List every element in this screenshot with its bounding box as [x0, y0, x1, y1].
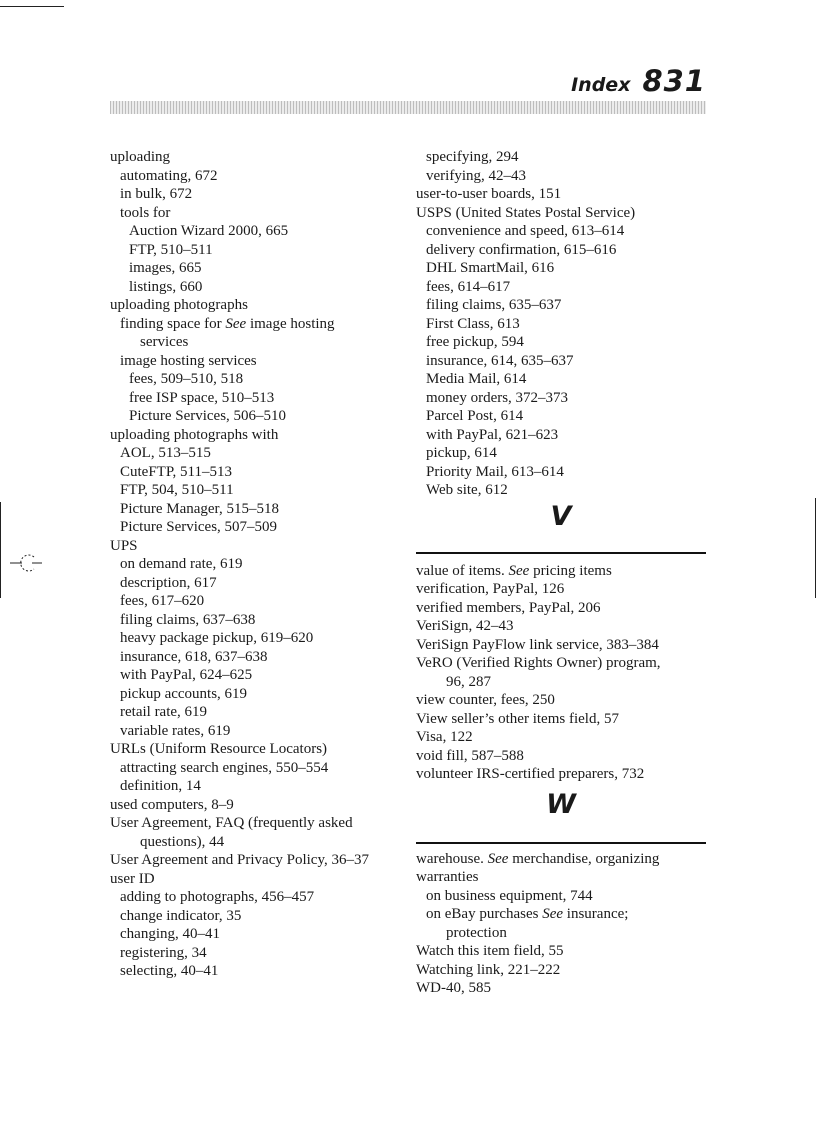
entry-text: variable rates, 619	[120, 722, 231, 739]
left-column	[110, 148, 410, 981]
index-entry	[110, 352, 410, 371]
index-entry	[416, 185, 716, 204]
index-entry	[110, 537, 410, 556]
entry-text: with PayPal, 624–625	[120, 667, 253, 683]
index-entry	[110, 888, 410, 907]
index-entry	[110, 241, 410, 260]
index-entry	[416, 296, 716, 315]
index-entry	[416, 167, 716, 186]
entry-text-after: image hosting	[246, 315, 335, 332]
index-entry	[416, 259, 716, 278]
index-entry	[416, 315, 716, 334]
page-number: 831	[642, 64, 706, 98]
index-entry	[416, 710, 716, 729]
entry-text: value of items.	[416, 562, 509, 579]
index-entry	[110, 814, 410, 833]
entry-text: changing, 40–41	[120, 926, 220, 942]
entry-text: images, 665	[129, 260, 202, 276]
index-entry	[110, 574, 410, 593]
entry-text: fees, 614–617	[426, 278, 511, 295]
index-entry	[416, 241, 716, 260]
index-entry	[416, 426, 716, 445]
entry-text: automating, 672	[120, 167, 218, 184]
entry-text: tools for	[120, 204, 171, 221]
entry-text: insurance, 618, 637–638	[120, 648, 268, 665]
entry-text: uploading	[110, 149, 170, 165]
registration-mark-icon	[4, 548, 44, 578]
index-entry	[416, 481, 716, 500]
index-entry	[416, 728, 716, 747]
entry-text: with PayPal, 621–623	[426, 426, 559, 443]
see-reference: See	[487, 850, 509, 867]
entry-text: AOL, 513–515	[120, 445, 211, 461]
index-entry	[416, 942, 716, 961]
entry-text: questions), 44	[140, 833, 225, 850]
entry-text: heavy package pickup, 619–620	[120, 630, 314, 646]
section-w-entries	[416, 850, 716, 998]
index-entry	[416, 691, 716, 710]
entry-text: USPS (United States Postal Service)	[416, 204, 636, 221]
entry-text: Picture Services, 506–510	[129, 408, 287, 424]
entry-text: UPS	[110, 537, 138, 554]
section-v-heading	[416, 500, 716, 564]
entry-text-after: merchandise, organizing	[508, 850, 660, 867]
index-entry	[110, 426, 410, 445]
crop-mark-left	[0, 502, 1, 598]
index-entry	[416, 599, 716, 618]
index-entry	[416, 979, 716, 998]
entry-text: warehouse.	[416, 850, 488, 867]
index-entry	[110, 167, 410, 186]
entry-text: Media Mail, 614	[426, 371, 527, 387]
index-entry	[416, 905, 716, 924]
entry-text: Picture Manager, 515–518	[120, 500, 279, 517]
entry-text: protection	[446, 924, 507, 941]
entry-text: user-to-user boards, 151	[416, 186, 562, 202]
header-label: Index	[571, 74, 631, 96]
header-band	[110, 101, 706, 114]
index-entry	[110, 685, 410, 704]
entry-text: description, 617	[120, 574, 217, 591]
entry-text: warranties	[416, 869, 479, 885]
index-entry	[416, 747, 716, 766]
entry-text: Auction Wizard 2000, 665	[129, 223, 289, 239]
entry-text: adding to photographs, 456–457	[120, 889, 315, 905]
entry-text: user ID	[110, 870, 155, 887]
entry-text: User Agreement, FAQ (frequently asked	[110, 815, 353, 831]
entry-text: Watch this item field, 55	[416, 943, 564, 959]
entry-text: verified members, PayPal, 206	[416, 599, 601, 616]
index-entry	[416, 868, 716, 887]
index-entry	[110, 944, 410, 963]
index-entry	[416, 765, 716, 784]
index-entry	[416, 673, 716, 692]
index-entry	[416, 222, 716, 241]
entry-text: registering, 34	[120, 944, 207, 961]
see-reference: See	[542, 906, 564, 922]
index-entry	[110, 278, 410, 297]
entry-text: services	[140, 334, 189, 350]
entry-text: FTP, 504, 510–511	[120, 482, 234, 498]
entry-text: volunteer IRS-certified preparers, 732	[416, 766, 645, 782]
index-entry	[110, 796, 410, 815]
index-entry	[110, 648, 410, 667]
entry-text: Priority Mail, 613–614	[426, 463, 564, 480]
entry-text: view counter, fees, 250	[416, 692, 555, 708]
index-entry	[110, 389, 410, 408]
entry-text: insurance, 614, 635–637	[426, 352, 574, 369]
index-entry	[110, 500, 410, 519]
entry-text: VeriSign PayFlow link service, 383–384	[416, 636, 659, 653]
index-entry	[110, 925, 410, 944]
index-entry	[416, 148, 716, 167]
index-entry	[416, 389, 716, 408]
entry-text: on eBay purchases	[426, 906, 543, 922]
entry-text: money orders, 372–373	[426, 389, 569, 406]
index-entry	[416, 407, 716, 426]
entry-text: fees, 617–620	[120, 593, 205, 609]
index-entry	[416, 961, 716, 980]
entry-text: FTP, 510–511	[129, 241, 213, 258]
entry-text: uploading photographs with	[110, 426, 279, 443]
index-entry	[110, 222, 410, 241]
index-entry	[110, 740, 410, 759]
index-entry	[110, 148, 410, 167]
right-column-entries	[416, 148, 716, 500]
index-entry	[110, 592, 410, 611]
entry-text: WD-40, 585	[416, 980, 491, 996]
index-entry	[416, 562, 716, 581]
section-w-letter: W	[546, 788, 576, 820]
entry-text: filing claims, 635–637	[426, 297, 562, 313]
section-v-letter: V	[550, 500, 572, 532]
index-entry	[110, 463, 410, 482]
index-entry	[110, 518, 410, 537]
entry-text: on business equipment, 744	[426, 887, 593, 904]
index-entry	[110, 370, 410, 389]
entry-text: on demand rate, 619	[120, 556, 243, 572]
index-entry	[110, 555, 410, 574]
index-entry	[416, 278, 716, 297]
entry-text: VeriSign, 42–43	[416, 618, 514, 634]
entry-text-after: pricing items	[529, 562, 612, 579]
entry-text: Parcel Post, 614	[426, 408, 524, 424]
entry-text: definition, 14	[120, 778, 201, 794]
index-entry	[416, 850, 716, 869]
entry-text: Visa, 122	[416, 729, 473, 745]
index-entry	[416, 580, 716, 599]
entry-text: finding space for	[120, 315, 226, 332]
index-entry	[110, 907, 410, 926]
entry-text: 96, 287	[446, 673, 491, 690]
index-entry	[110, 722, 410, 741]
index-entry	[110, 296, 410, 315]
entry-text: in bulk, 672	[120, 186, 193, 202]
entry-text: filing claims, 637–638	[120, 611, 256, 628]
entry-text: void fill, 587–588	[416, 747, 524, 764]
index-entry	[110, 444, 410, 463]
entry-text: DHL SmartMail, 616	[426, 260, 555, 276]
right-column	[416, 148, 716, 998]
entry-text: listings, 660	[129, 278, 203, 295]
see-reference: See	[225, 315, 247, 332]
entry-text: CuteFTP, 511–513	[120, 463, 232, 480]
index-entry	[110, 833, 410, 852]
entry-text: Web site, 612	[426, 482, 508, 498]
entry-text: VeRO (Verified Rights Owner) program,	[416, 655, 661, 671]
entry-text: image hosting services	[120, 352, 257, 369]
entry-text: change indicator, 35	[120, 907, 242, 924]
index-entry	[110, 407, 410, 426]
index-entry	[110, 703, 410, 722]
index-entry	[416, 654, 716, 673]
see-reference: See	[508, 562, 530, 579]
index-entry	[416, 444, 716, 463]
section-v-entries	[416, 562, 716, 784]
entry-text-after: insurance;	[563, 906, 629, 922]
running-header	[571, 64, 706, 98]
entry-text: View seller’s other items field, 57	[416, 710, 619, 727]
index-entry	[110, 870, 410, 889]
section-w-heading	[416, 788, 716, 852]
index-entry	[110, 315, 410, 334]
section-v-rule	[416, 552, 706, 554]
entry-text: delivery confirmation, 615–616	[426, 241, 617, 258]
index-entry	[416, 463, 716, 482]
entry-text: pickup accounts, 619	[120, 685, 248, 702]
entry-text: verifying, 42–43	[426, 167, 526, 184]
index-entry	[110, 851, 410, 870]
entry-text: convenience and speed, 613–614	[426, 223, 625, 239]
crop-mark-top	[0, 6, 64, 7]
index-entry	[416, 333, 716, 352]
entry-text: attracting search engines, 550–554	[120, 759, 329, 776]
index-entry	[416, 352, 716, 371]
index-entry	[416, 636, 716, 655]
index-entry	[110, 333, 410, 352]
index-entry	[110, 629, 410, 648]
entry-text: fees, 509–510, 518	[129, 371, 244, 387]
entry-text: User Agreement and Privacy Policy, 36–37	[110, 852, 369, 868]
entry-text: free ISP space, 510–513	[129, 389, 275, 406]
index-entry	[416, 204, 716, 223]
entry-text: free pickup, 594	[426, 334, 524, 350]
index-entry	[110, 259, 410, 278]
index-entry	[110, 611, 410, 630]
entry-text: URLs (Uniform Resource Locators)	[110, 741, 328, 757]
index-entry	[110, 666, 410, 685]
section-w-rule	[416, 842, 706, 844]
entry-text: pickup, 614	[426, 445, 497, 461]
index-entry	[416, 887, 716, 906]
entry-text: used computers, 8–9	[110, 796, 234, 813]
entry-text: Watching link, 221–222	[416, 961, 561, 978]
index-entry	[416, 370, 716, 389]
index-entry	[110, 777, 410, 796]
index-entry	[110, 204, 410, 223]
index-entry	[110, 962, 410, 981]
index-entry	[110, 759, 410, 778]
entry-text: specifying, 294	[426, 149, 519, 165]
entry-text: First Class, 613	[426, 315, 520, 332]
index-entry	[416, 617, 716, 636]
entry-text: verification, PayPal, 126	[416, 581, 565, 597]
entry-text: selecting, 40–41	[120, 963, 219, 979]
entry-text: retail rate, 619	[120, 704, 208, 720]
index-entry	[110, 481, 410, 500]
entry-text: Picture Services, 507–509	[120, 519, 278, 535]
index-entry	[416, 924, 716, 943]
entry-text: uploading photographs	[110, 297, 248, 313]
index-entry	[110, 185, 410, 204]
